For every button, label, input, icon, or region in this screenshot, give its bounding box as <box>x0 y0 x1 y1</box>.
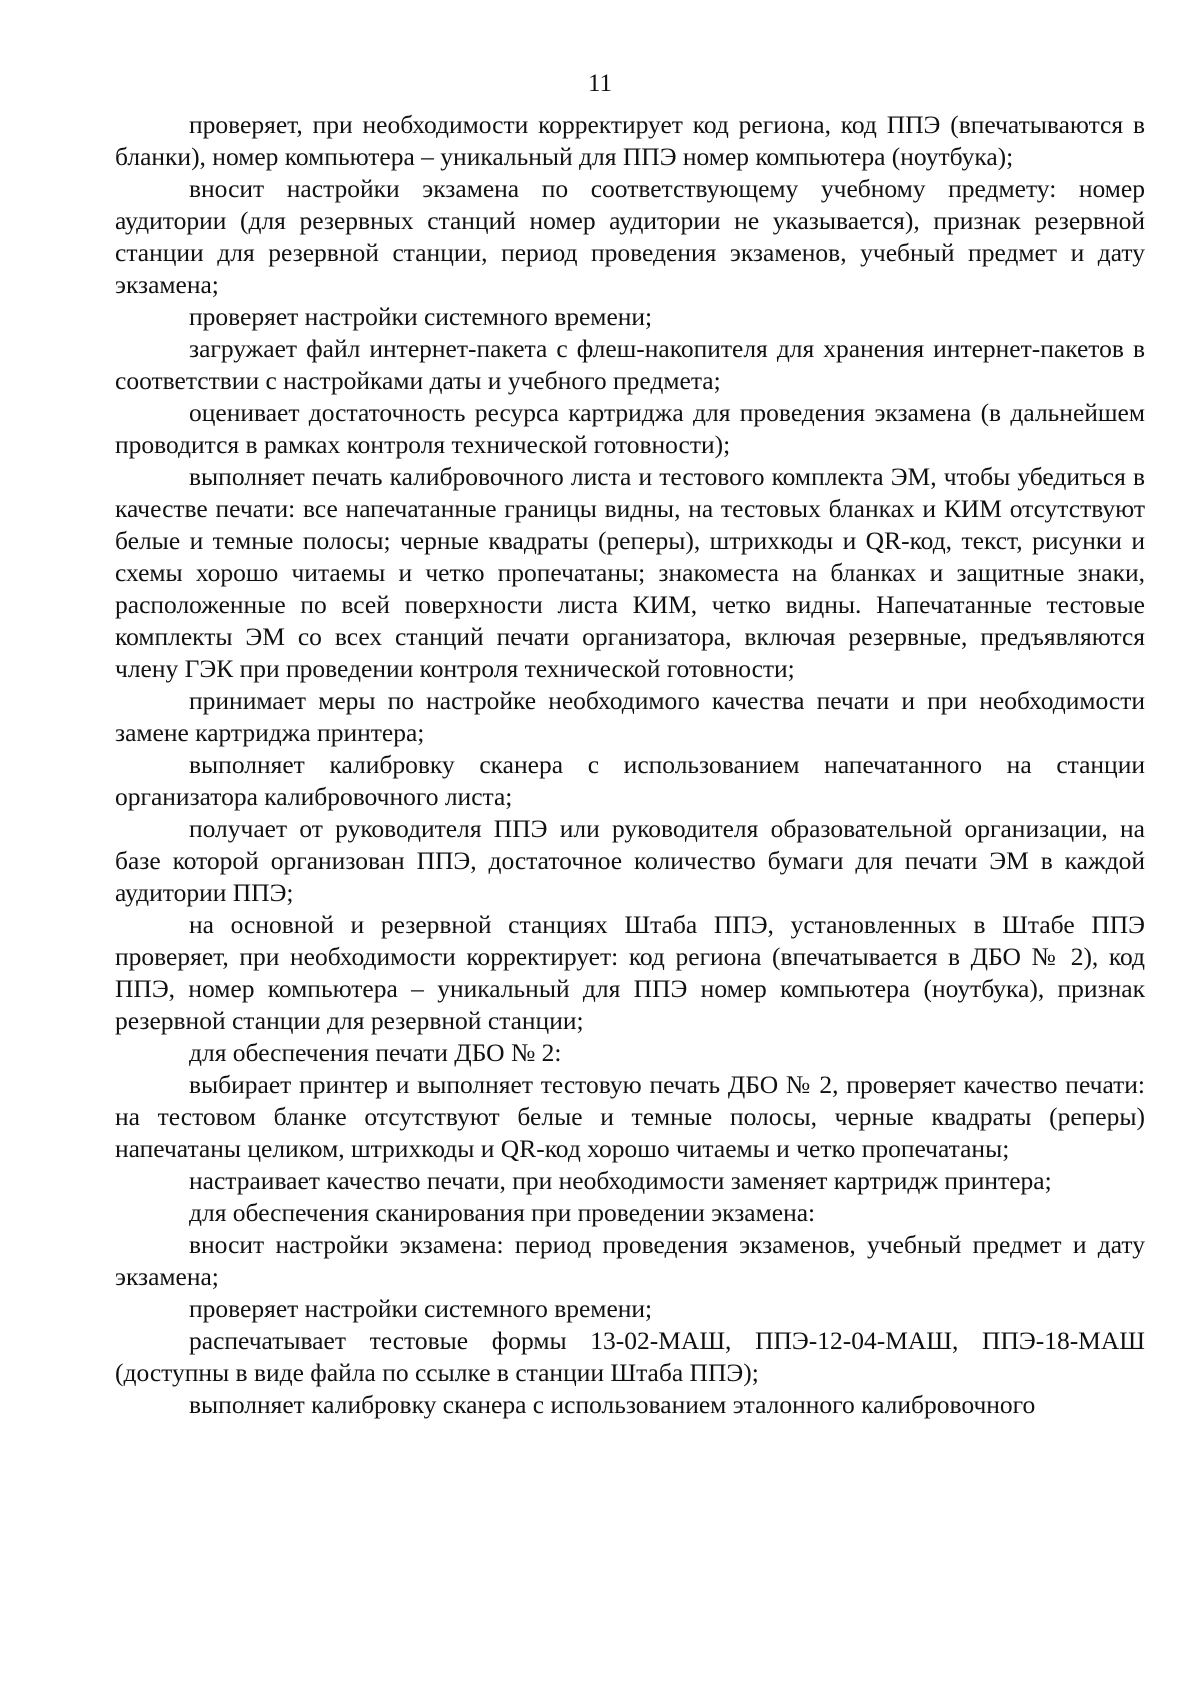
paragraph: проверяет настройки системного времени; <box>189 302 653 331</box>
paragraph: оценивает достаточность ресурса картриджа для проведения экзамена (в дальнейшем проводится в рамках контроля технической готовности); <box>115 398 1145 459</box>
paragraph: на основной и резервной станциях Штаба ППЭ, установленных в Штабе ППЭ проверяет, при необходимости корректирует: код региона (впечатывается в ДБО № 2), код ППЭ, номер компьютера – уникальный для ППЭ номер компьютера (ноутбука), признак резервной станции для резервной станции; <box>115 910 1145 1035</box>
page-number: 11 <box>587 70 613 97</box>
paragraph: выполняет печать калибровочного листа и тестового комплекта ЭМ, чтобы убедиться в качестве печати: все напечатанные границы видны, на тестовых бланках и КИМ отсутствуют белые и темные полосы; черные квадраты (реперы), штрихкоды и QR-код, текст, рисунки и схемы хорошо читаемы и четко пропечатаны; знакоместа на бланках и защитные знаки, расположенные по всей поверхности листа КИМ, четко видны. Напечатанные тестовые комплекты ЭМ со всех станций печати организатора, включая резервные, предъявляются члену ГЭК при проведении контроля технической готовности; <box>115 462 1145 683</box>
paragraph: выполняет калибровку сканера с использованием напечатанного на станции организатора калибровочного листа; <box>115 750 1145 811</box>
paragraph: распечатывает тестовые формы 13-02-МАШ, ППЭ-12-04-МАШ, ППЭ-18-МАШ (доступны в виде файла по ссылке в станции Штаба ППЭ); <box>115 1326 1145 1387</box>
paragraph: проверяет, при необходимости корректирует код региона, код ППЭ (впечатываются в бланки), номер компьютера – уникальный для ППЭ номер компьютера (ноутбука); <box>115 110 1145 171</box>
paragraph: вносит настройки экзамена: период проведения экзаменов, учебный предмет и дату экзамена; <box>115 1230 1145 1291</box>
paragraph: для обеспечения печати ДБО № 2: <box>189 1038 562 1067</box>
paragraph: принимает меры по настройке необходимого качества печати и при необходимости замене картриджа принтера; <box>115 686 1145 747</box>
paragraph: проверяет настройки системного времени; <box>189 1294 653 1323</box>
paragraph: выбирает принтер и выполняет тестовую печать ДБО № 2, проверяет качество печати: на тестовом бланке отсутствуют белые и темные полосы, черные квадраты (реперы) напечатаны целиком, штрихкоды и QR-код хорошо читаемы и четко пропечатаны; <box>115 1070 1145 1163</box>
paragraph: выполняет калибровку сканера с использованием эталонного калибровочного <box>189 1390 1036 1419</box>
paragraph: вносит настройки экзамена по соответствующему учебному предмету: номер аудитории (для резервных станций номер аудитории не указывается), признак резервной станции для резервной станции, период проведения экзаменов, учебный предмет и дату экзамена; <box>115 174 1145 299</box>
document-body <box>115 109 1145 1421</box>
paragraph: загружает файл интернет-пакета с флеш-накопителя для хранения интернет-пакетов в соответствии с настройками даты и учебного предмета; <box>115 334 1145 395</box>
paragraph: получает от руководителя ППЭ или руководителя образовательной организации, на базе которой организован ППЭ, достаточное количество бумаги для печати ЭМ в каждой аудитории ППЭ; <box>115 814 1145 907</box>
paragraph: настраивает качество печати, при необходимости заменяет картридж принтера; <box>189 1166 1052 1195</box>
paragraph: для обеспечения сканирования при проведении экзамена: <box>189 1198 816 1227</box>
